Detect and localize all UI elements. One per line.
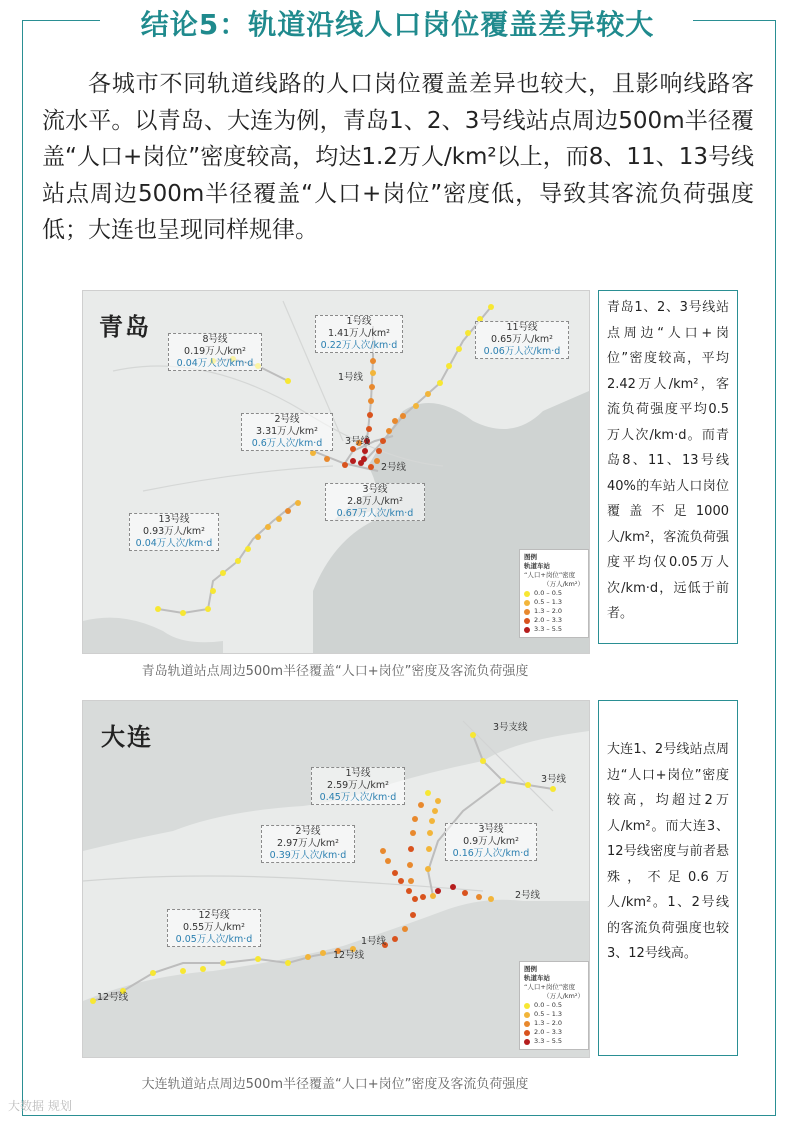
- station-marker: [295, 500, 301, 506]
- dalian-line1-label: 1号线 2.59万人/km² 0.45万人次/km·d: [311, 767, 405, 805]
- station-marker: [285, 378, 291, 384]
- qingdao-line11-label: 11号线 0.65万人/km² 0.06万人次/km·d: [475, 321, 569, 359]
- station-marker: [425, 866, 431, 872]
- dalian-inline-line1: 1号线: [361, 936, 387, 947]
- station-marker: [392, 418, 398, 424]
- station-marker: [392, 870, 398, 876]
- station-marker: [400, 413, 406, 419]
- legend-swatch: [524, 1003, 530, 1009]
- station-marker: [432, 808, 438, 814]
- station-marker: [255, 956, 261, 962]
- qingdao-legend: 图例 轨道车站 “人口+岗位”密度 （万人/km²） 0.0 – 0.5 0.5 – 1.3 1.3 – 2.0 2.0 – 3.3 3.3 – 5.5: [519, 549, 589, 638]
- station-marker: [370, 358, 376, 364]
- legend-class: [524, 1037, 584, 1046]
- station-marker: [392, 936, 398, 942]
- station-marker: [385, 858, 391, 864]
- qingdao-line8-label: 8号线 0.19万人/km² 0.04万人次/km·d: [168, 333, 262, 371]
- qingdao-map: [82, 290, 590, 654]
- station-marker: [376, 448, 382, 454]
- dalian-inline-line12b: 12号线: [97, 992, 129, 1003]
- station-marker: [368, 398, 374, 404]
- dalian-legend-rows: [524, 1001, 584, 1046]
- station-marker: [370, 370, 376, 376]
- station-marker: [368, 464, 374, 470]
- station-marker: [342, 462, 348, 468]
- watermark: 大数据 规划: [8, 1099, 72, 1113]
- station-marker: [285, 960, 291, 966]
- dalian-summary: 大连1、2号线站点周边“人口+岗位”密度较高，均超过2万人/km²。而大连3、12号线密度与前者悬殊，不足0.6万人/km²。1、2号线的客流负荷强度也较3、12号线高。: [598, 700, 738, 1056]
- station-marker: [386, 428, 392, 434]
- station-marker: [462, 890, 468, 896]
- dalian-inline-line3: 3号线: [541, 774, 567, 785]
- station-marker: [435, 888, 441, 894]
- dalian-map: [82, 700, 590, 1058]
- station-marker: [407, 862, 413, 868]
- station-marker: [235, 558, 241, 564]
- station-marker: [350, 458, 356, 464]
- station-marker: [500, 778, 506, 784]
- station-marker: [369, 384, 375, 390]
- station-marker: [150, 970, 156, 976]
- dalian-inline-line3-branch: 3号支线: [493, 722, 528, 733]
- station-marker: [427, 830, 433, 836]
- legend-class-label: 3.3 – 5.5: [534, 625, 563, 633]
- station-marker: [367, 412, 373, 418]
- station-marker: [324, 456, 330, 462]
- station-marker: [320, 950, 326, 956]
- legend-swatch: [524, 600, 530, 606]
- legend-class-label: 0.5 – 1.3: [534, 1010, 563, 1018]
- legend-class: [524, 598, 584, 607]
- dalian-map-canvas: [83, 701, 589, 1057]
- legend-class: [524, 607, 584, 616]
- station-marker: [425, 790, 431, 796]
- legend-class-label: 0.0 – 0.5: [534, 589, 563, 597]
- legend-swatch: [524, 627, 530, 633]
- qingdao-line13-label: 13号线 0.93万人/km² 0.04万人次/km·d: [129, 513, 219, 551]
- legend-swatch: [524, 618, 530, 624]
- legend-class-label: 0.5 – 1.3: [534, 598, 563, 606]
- station-marker: [456, 346, 462, 352]
- intro-paragraph: 各城市不同轨道线路的人口岗位覆盖差异也较大，且影响线路客流水平。以青岛、大连为例，青岛1、2、3号线站点周边500m半径覆盖“人口+岗位”密度较高，均达1.2万人/km²以上，而8、11、13号线站点周边500m半径覆盖“人口+岗位”密度低，导致其客流负荷强度低；大连也呈现同样规律。: [42, 71, 754, 243]
- station-marker: [430, 893, 436, 899]
- legend-class: [524, 1028, 584, 1037]
- station-marker: [420, 894, 426, 900]
- dalian-line12-label: 12号线 0.55万人/km² 0.05万人次/km·d: [167, 909, 261, 947]
- station-marker: [550, 786, 556, 792]
- station-marker: [429, 818, 435, 824]
- station-marker: [425, 391, 431, 397]
- dalian-legend: 图例 轨道车站 “人口+岗位”密度 （万人/km²） 0.0 – 0.5 0.5 – 1.3 1.3 – 2.0 2.0 – 3.3 3.3 – 5.5: [519, 961, 589, 1050]
- station-marker: [525, 782, 531, 788]
- legend-class-label: 1.3 – 2.0: [534, 607, 563, 615]
- station-marker: [465, 330, 471, 336]
- station-marker: [408, 878, 414, 884]
- station-marker: [205, 606, 211, 612]
- legend-swatch: [524, 1039, 530, 1045]
- station-marker: [418, 802, 424, 808]
- station-marker: [358, 460, 364, 466]
- qingdao-line1-label: 1号线 1.41万人/km² 0.22万人次/km·d: [315, 315, 403, 353]
- station-marker: [412, 816, 418, 822]
- station-marker: [374, 458, 380, 464]
- qingdao-caption: 青岛轨道站点周边500m半径覆盖“人口+岗位”密度及客流负荷强度: [141, 664, 529, 679]
- station-marker: [410, 912, 416, 918]
- station-marker: [413, 403, 419, 409]
- legend-class: [524, 625, 584, 634]
- dalian-inline-line12a: 12号线: [333, 950, 365, 961]
- station-marker: [180, 968, 186, 974]
- legend-class-label: 1.3 – 2.0: [534, 1019, 563, 1027]
- legend-swatch: [524, 609, 530, 615]
- legend-swatch: [524, 591, 530, 597]
- dalian-caption: 大连轨道站点周边500m半径覆盖“人口+岗位”密度及客流负荷强度: [141, 1077, 529, 1092]
- legend-class-label: 0.0 – 0.5: [534, 1001, 563, 1009]
- qingdao-inline-line2: 2号线: [381, 462, 407, 473]
- legend-class: [524, 1010, 584, 1019]
- station-marker: [285, 508, 291, 514]
- station-marker: [180, 610, 186, 616]
- station-marker: [305, 954, 311, 960]
- station-marker: [200, 966, 206, 972]
- page-title: 结论5：轨道沿线人口岗位覆盖差异较大: [140, 8, 655, 41]
- station-marker: [450, 884, 456, 890]
- station-marker: [398, 878, 404, 884]
- legend-swatch: [524, 1030, 530, 1036]
- legend-swatch: [524, 1012, 530, 1018]
- qingdao-inline-line3: 3号线: [345, 436, 371, 447]
- dalian-line3-label: 3号线 0.9万人/km² 0.16万人次/km·d: [445, 823, 537, 861]
- station-marker: [437, 380, 443, 386]
- station-marker: [255, 534, 261, 540]
- legend-class: [524, 1019, 584, 1028]
- station-marker: [220, 960, 226, 966]
- qingdao-summary: 青岛1、2、3号线站点周边“人口+岗位”密度较高，平均2.42万人/km²，客流负荷强度平均0.5万人次/km·d。而青岛8、11、13号线40%的车站人口岗位覆盖不足1000人/km²，客流负荷强度平均仅0.05万人次/km·d，远低于前者。: [598, 290, 738, 644]
- station-marker: [488, 304, 494, 310]
- legend-class-label: 2.0 – 3.3: [534, 1028, 563, 1036]
- station-marker: [276, 516, 282, 522]
- station-marker: [412, 896, 418, 902]
- legend-class-label: 2.0 – 3.3: [534, 616, 563, 624]
- station-marker: [380, 848, 386, 854]
- legend-class-label: 3.3 – 5.5: [534, 1037, 563, 1045]
- station-marker: [380, 438, 386, 444]
- station-marker: [402, 926, 408, 932]
- station-marker: [406, 888, 412, 894]
- qingdao-map-title: 青岛: [99, 313, 151, 341]
- station-marker: [210, 588, 216, 594]
- station-marker: [410, 830, 416, 836]
- station-marker: [476, 894, 482, 900]
- station-marker: [90, 998, 96, 1004]
- dalian-inline-line2: 2号线: [515, 890, 541, 901]
- qingdao-legend-rows: [524, 589, 584, 634]
- qingdao-inline-line1: 1号线: [338, 372, 364, 383]
- station-marker: [265, 524, 271, 530]
- station-marker: [408, 846, 414, 852]
- legend-class: [524, 589, 584, 598]
- qingdao-line2-label: 2号线 3.31万人/km² 0.6万人次/km·d: [241, 413, 333, 451]
- station-marker: [366, 426, 372, 432]
- dalian-map-title: 大连: [101, 723, 153, 751]
- station-marker: [435, 798, 441, 804]
- station-marker: [426, 846, 432, 852]
- legend-class: [524, 616, 584, 625]
- station-marker: [488, 896, 494, 902]
- station-marker: [446, 363, 452, 369]
- station-marker: [480, 758, 486, 764]
- qingdao-line3-label: 3号线 2.8万人/km² 0.67万人次/km·d: [325, 483, 425, 521]
- station-marker: [245, 546, 251, 552]
- station-marker: [362, 448, 368, 454]
- legend-class: [524, 1001, 584, 1010]
- dalian-line2-label: 2号线 2.97万人/km² 0.39万人次/km·d: [261, 825, 355, 863]
- station-marker: [470, 732, 476, 738]
- station-marker: [220, 570, 226, 576]
- station-marker: [155, 606, 161, 612]
- legend-swatch: [524, 1021, 530, 1027]
